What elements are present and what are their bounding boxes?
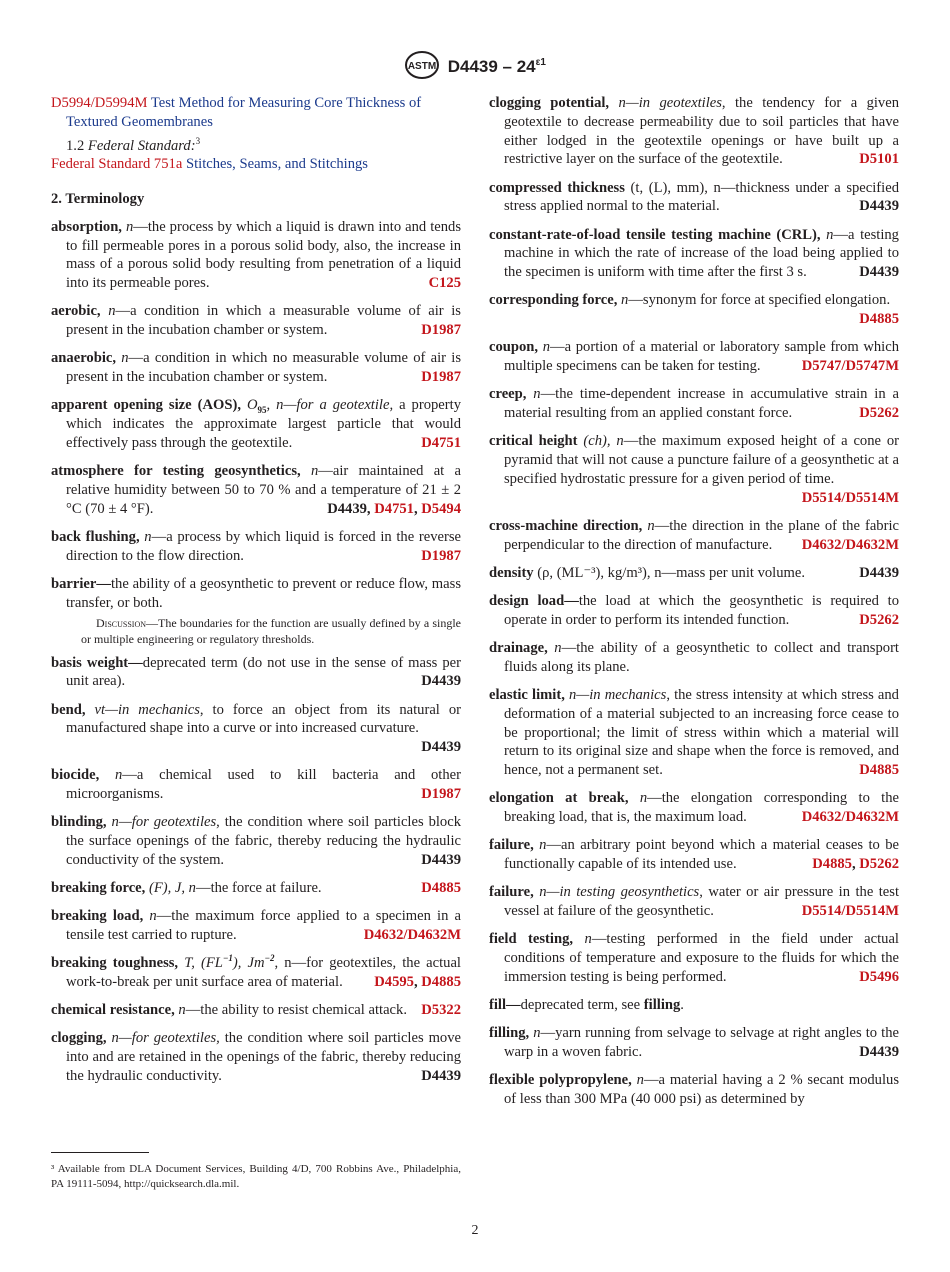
logo-text: ASTM [407, 61, 437, 72]
term-entry: drainage, n—the ability of a geosynthetic to collect and transport fluids along its plane. [489, 640, 899, 675]
term-entry: failure, n—an arbitrary point beyond which a material ceases to be functionally capable of its intended use. D4885, D5262 [489, 837, 899, 873]
term-entry: breaking toughness, T, $(FL^{-1})$, $Jm^{-2}$, n—for geotextiles, the actual work-to-break per unit surface area of material. D4595, D4885 [51, 953, 461, 991]
term-entry: clogging, n—for geotextiles, the condition where soil particles move into and are retained in the openings of the fabric, thereby reducing the hydraulic conductivity. D4439 [51, 1030, 461, 1084]
page-header [0, 50, 950, 80]
standard-link[interactable]: D1987 [421, 547, 461, 564]
term-entry: failure, n—in testing geosynthetics, water or air pressure in the test vessel at failure of the geosynthetic. D5514/D5514M [489, 884, 899, 920]
standard-link[interactable]: D5494 [421, 500, 461, 517]
term-entry: elongation at break, n—the elongation corresponding to the breaking load, that is, the maximum load. D4632/D4632M [489, 790, 899, 826]
term-entry: breaking force, (F), J, n—the force at failure. D4885 [51, 880, 461, 897]
term-entry: density (ρ, (ML⁻³), kg/m³), n—mass per unit volume. D4439 [489, 564, 899, 581]
standard-link[interactable]: D1987 [421, 322, 461, 339]
ref-title-link[interactable]: Test Method for Measuring Core Thickness of Textured Geomembranes [66, 95, 422, 130]
standard-link[interactable]: D5322 [421, 1002, 461, 1019]
term-entry: clogging potential, n—in geotextiles, the tendency for a given geotextile to decrease permeability due to soil particles that have either lodged in the geotextile openings or have built up a restrictive layer on the surface of the geotextile. D5101 [489, 95, 899, 168]
standard-link[interactable]: D1987 [421, 369, 461, 386]
left-column [51, 94, 461, 1095]
page-number: 2 [471, 1223, 479, 1238]
standard-link[interactable]: D5496 [859, 968, 899, 985]
standard-link[interactable]: D4885 [421, 974, 461, 991]
standard-link[interactable]: D1987 [421, 786, 461, 803]
standard-link[interactable]: D4885 [859, 762, 899, 779]
standard-link[interactable]: D5514/D5514M [801, 903, 899, 920]
standard-link[interactable]: D4885 [859, 311, 899, 328]
term-entry: anaerobic, n—a condition in which no measurable volume of air is present in the incubation chamber or system. D1987 [51, 350, 461, 386]
standard-link[interactable]: D4632/D4632M [363, 927, 461, 944]
term-entry: barrier—the ability of a geosynthetic to prevent or reduce flow, mass transfer, or both. Discussion—The boundaries for the function are usually defined by a single or multiple engineering or regulatory thresholds. [51, 575, 461, 646]
standard-link[interactable]: D4632/D4632M [801, 536, 899, 553]
standard-link[interactable]: D4595 [374, 974, 414, 991]
term-entry: fill—deprecated term, see filling. [489, 997, 684, 1014]
standard-link[interactable]: D4751 [374, 500, 414, 517]
term-entry: biocide, n—a chemical used to kill bacteria and other microorganisms. D1987 [51, 767, 461, 803]
term-entry: absorption, n—the process by which a liquid is drawn into and tends to fill permeable pores in a porous solid body, also, the increase in mass of a porous solid body resulting from penetration of a liquid into its permeable pores. C125 [51, 218, 461, 292]
footnote: ³ Available from DLA Document Services, Building 4/D, 700 Robbins Ave., Philadelphia, PA 19111-5094, http://quicksearch.dla.mil. [51, 1163, 461, 1190]
term-entry: elastic limit, n—in mechanics, the stress intensity at which stress and deformation of a material subjected to an increasing force cease to be proportional; the limit of stress within which a material will return to its original size and shape when the force is removed, and hence, not a permanent set. D4885 [489, 687, 899, 779]
section-heading: 2. Terminology [51, 191, 145, 208]
term-entry: flexible polypropylene, n—a material having a 2 % secant modulus of less than 300 MPa (40 000 psi) as determined by [489, 1072, 899, 1108]
term-entry: breaking load, n—the maximum force applied to a specimen in a tensile test carried to rupture. D4632/D4632M [51, 908, 461, 944]
term-entry: filling, n—yarn running from selvage to selvage at right angles to the warp in a woven fabric. D4439 [489, 1025, 899, 1061]
term-entry: design load—the load at which the geosynthetic is required to operate in order to perform its intended function. D5262 [489, 593, 900, 628]
term-entry: basis weight—deprecated term (do not use in the sense of mass per unit area). D4439 [51, 654, 461, 690]
term-entry: atmosphere for testing geosynthetics, n—air maintained at a relative humidity between 50 to 70 % and a temperature of 21 ± 2 °C (70 ± 4 °F). D4439, D4751, D5494 [51, 463, 462, 517]
standard-link[interactable]: D4885 [421, 880, 461, 897]
term-entry: back flushing, n—a process by which liquid is forced in the reverse direction to the flow direction. D1987 [51, 528, 461, 564]
term-entry: chemical resistance, n—the ability to resist chemical attack. D5322 [51, 1002, 461, 1019]
standard-link[interactable]: D5262 [859, 611, 899, 628]
term-entry: compressed thickness (t, (L), mm), n—thickness under a specified stress applied normal to the material. D4439 [489, 179, 899, 215]
term-entry: creep, n—the time-dependent increase in accumulative strain in a material resulting from an applied constant force. D5262 [489, 386, 899, 422]
term-entry: apparent opening size (AOS), $O_{95}$, n—for a geotextile, a property which indicates the approximate largest particle that would effectively pass through the geotextile. D4751 [51, 397, 461, 451]
document-designation: $D4439 - 24^{\varepsilon 1}$ [447, 56, 546, 76]
federal-title-link[interactable]: Stitches, Seams, and Stitchings [185, 156, 368, 173]
standard-link[interactable]: D4632/D4632M [801, 809, 899, 826]
footnote-rule [51, 1152, 149, 1153]
term-entry: critical height (ch), n—the maximum exposed height of a cone or pyramid that will not cause a puncture failure of a geosynthetic at a specified hydrostatic pressure for a given period of time. D5514/D5514M [489, 433, 900, 506]
term-entry: blinding, n—for geotextiles, the condition where soil particles block the surface openings of the fabric, thereby reducing the hydraulic conductivity of the system. D4439 [51, 814, 461, 868]
standard-link[interactable]: D4885 [812, 856, 852, 873]
standard-link[interactable]: D5262 [859, 856, 899, 873]
federal-standard-heading: 1.2 Federal Standard:$^3$ [66, 135, 201, 154]
right-column [489, 94, 899, 1118]
term-entry: bend, vt—in mechanics, to force an object from its natural or manufactured shape into a curve or into increased curvature. D4439 [51, 701, 461, 756]
federal-standard-ref [51, 155, 461, 174]
term-entry: corresponding force, n—synonym for force at specified elongation. D4885 [489, 292, 899, 328]
term-entry: constant-rate-of-load tensile testing machine (CRL), n—a testing machine in which the rate of increase of the load being applied to the specimen is uniform with time after the first 3 s. D4439 [489, 226, 899, 281]
ref-code-link[interactable]: D5994/D5994M [51, 95, 148, 111]
federal-code-link[interactable]: Federal Standard 751a [51, 156, 183, 173]
standard-link[interactable]: C125 [428, 275, 461, 292]
term-entry: coupon, n—a portion of a material or laboratory sample from which multiple specimens can be taken for testing. D5747/D5747M [489, 339, 899, 375]
astm-logo-icon [404, 50, 440, 80]
standard-link[interactable]: D5747/D5747M [801, 358, 899, 375]
standard-link[interactable]: D4751 [421, 434, 461, 451]
referenced-document [51, 94, 461, 132]
standard-link[interactable]: D5514/D5514M [801, 489, 899, 506]
discussion-note: Discussion—The boundaries for the function are usually defined by a single or multiple engineering or regulatory thresholds. [81, 615, 461, 646]
standard-link[interactable]: D5262 [859, 405, 899, 422]
term-entry: cross-machine direction, n—the direction in the plane of the fabric perpendicular to the direction of manufacture. D4632/D4632M [489, 517, 899, 553]
term-entry: field testing, n—testing performed in the field under actual conditions of temperature and exposure to the fluids for which the immersion testing is being performed. D5496 [489, 931, 899, 985]
standard-link[interactable]: D5101 [859, 151, 899, 168]
term-entry: aerobic, n—a condition in which a measurable volume of air is present in the incubation chamber or system. D1987 [51, 303, 461, 339]
